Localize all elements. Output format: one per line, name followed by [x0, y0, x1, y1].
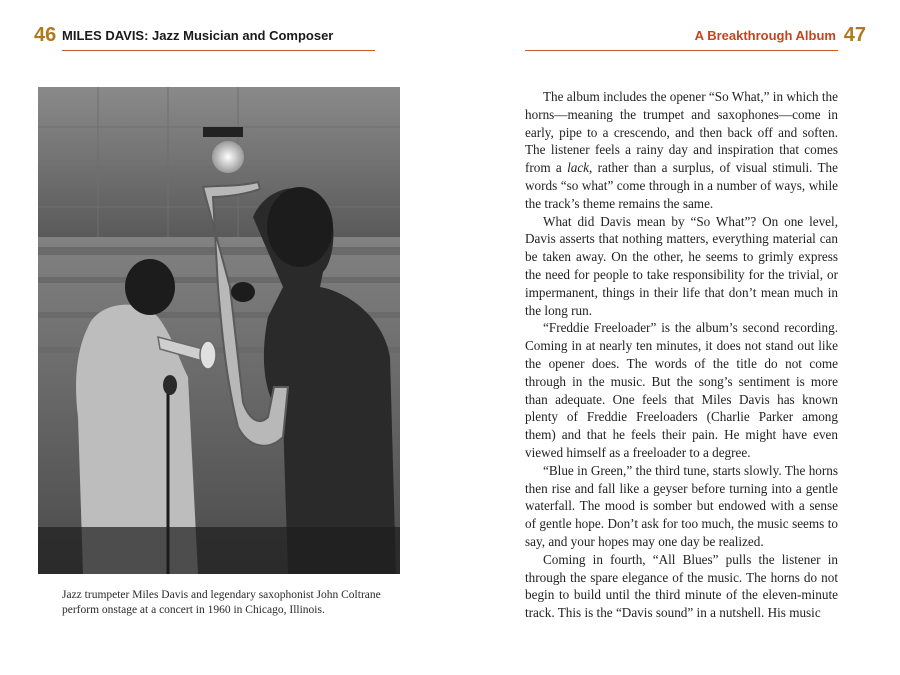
left-page-number: 46: [34, 24, 57, 46]
emphasis-word: lack: [567, 160, 590, 176]
right-page: [450, 0, 900, 675]
paragraph: “Freddie Freeloader” is the album’s second recording. Coming in at nearly ten minutes, it does not stand out like the opener does. The words of the title do not come through in the music. But the song’s sentiment is more than adequate. One feels that Miles Davis has known plenty of Freddie Freeloaders (Charlie Parker among them) and that he feels their pain. He might have even viewed himself as a freeloader to a degree.: [525, 320, 838, 460]
concert-photo: [38, 87, 400, 574]
right-running-header: A Breakthrough Album: [694, 28, 836, 43]
paragraph: The album includes the opener “So What,” in which the horns—meaning the trumpet and saxophones—come in early, pipe to a crescendo, and then back off and soften. The listener feels a rainy day and inspiration that comes from a lack, rather than a surplus, of visual stimuli. The words “so what” come through in a number of ways, while the track’s theme remains the same.: [525, 89, 838, 211]
paragraph: Coming in fourth, “All Blues” pulls the listener in through the spare elegance of the music. The horns do not begin to build until the third minute of the eleven-minute track. This is the “Davis sound” in a nutshell. His music: [525, 551, 838, 621]
right-page-number: 47: [843, 24, 866, 46]
paragraph: “Blue in Green,” the third tune, starts slowly. The horns then rise and fall like a geyser before turning into a gentle waterfall. The mood is somber but endowed with a sense of gentle hope. Don’t ask for too much, the music seems to say, and your hopes may one day be realized.: [525, 462, 838, 549]
photo-illustration: [38, 87, 400, 574]
photo-caption: Jazz trumpeter Miles Davis and legendary saxophonist John Coltrane perform onstage at a concert in 1960 in Chicago, Illinois.: [62, 589, 381, 616]
paragraph: What did Davis mean by “So What”? On one level, Davis asserts that nothing matters, everything material can be taken away. On the other, he seems to grimly express the need for people to take responsibility for the trivial, or impermanent, things in their life that don’t mean much in the long run.: [525, 213, 838, 318]
left-running-header: MILES DAVIS: Jazz Musician and Composer: [62, 28, 334, 43]
left-header-rule: [62, 50, 375, 51]
right-header-rule: [525, 50, 838, 51]
body-text: [525, 88, 838, 622]
